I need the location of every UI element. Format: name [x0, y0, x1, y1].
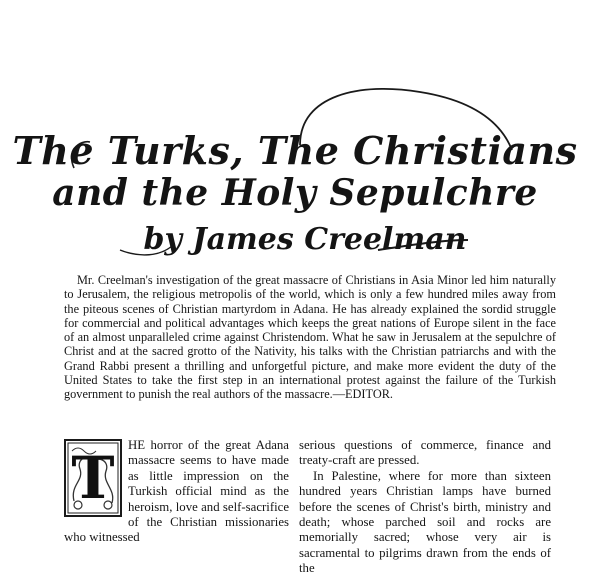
right-column [299, 438, 551, 577]
drop-cap-ornament [64, 439, 122, 517]
right-column-paragraph-2: In Palestine, where for more than sixteen hundred years Christian lamps have burned before the scenes of Christ's birth, ministry and death; whose parched soil and rocks are memorially sacred; whose very air is sacramental to pilgrims drawn from the ends of the [299, 468, 551, 576]
left-column-text: HE horror of the great Adana massacre seems to have made as little impression on the Turkish official mind as the heroism, love and self-sacrifice of the Christian missionaries who witnessed [64, 438, 289, 545]
article-title-line-2: and the Holy Sepulchre [52, 172, 538, 214]
drop-cap-letter: T [71, 444, 115, 512]
article-byline: by James Creelman [143, 222, 467, 257]
title-block [0, 0, 590, 265]
article-title-line-1: The Turks, The Christians [12, 128, 578, 173]
editor-introduction: Mr. Creelman's investigation of the great massacre of Christians in Asia Minor led him naturally to Jerusalem, the religious metropolis of the world, which is only a few hundred miles away from the piteous scenes of Christian martyrdom in Adana. He has already explained the sordid struggle for commercial and political advantages which keeps the great nations of Europe silent in the face of an almost unparalleled crime against Christendom. What he saw in Jerusalem at the sepulchre of Christ and at the sacred grotto of the Nativity, his talks with the Christian patriarchs and with the Grand Rabbi present a thrilling and unforgetful picture, and make more evident the duty of the United States to take the first step in an international protest against the failure of the Turkish government to punish the real authors of the massacre.—EDITOR. [64, 273, 556, 402]
left-column [64, 438, 289, 546]
right-column-paragraph-1: serious questions of commerce, finance and treaty-craft are pressed. [299, 438, 551, 468]
